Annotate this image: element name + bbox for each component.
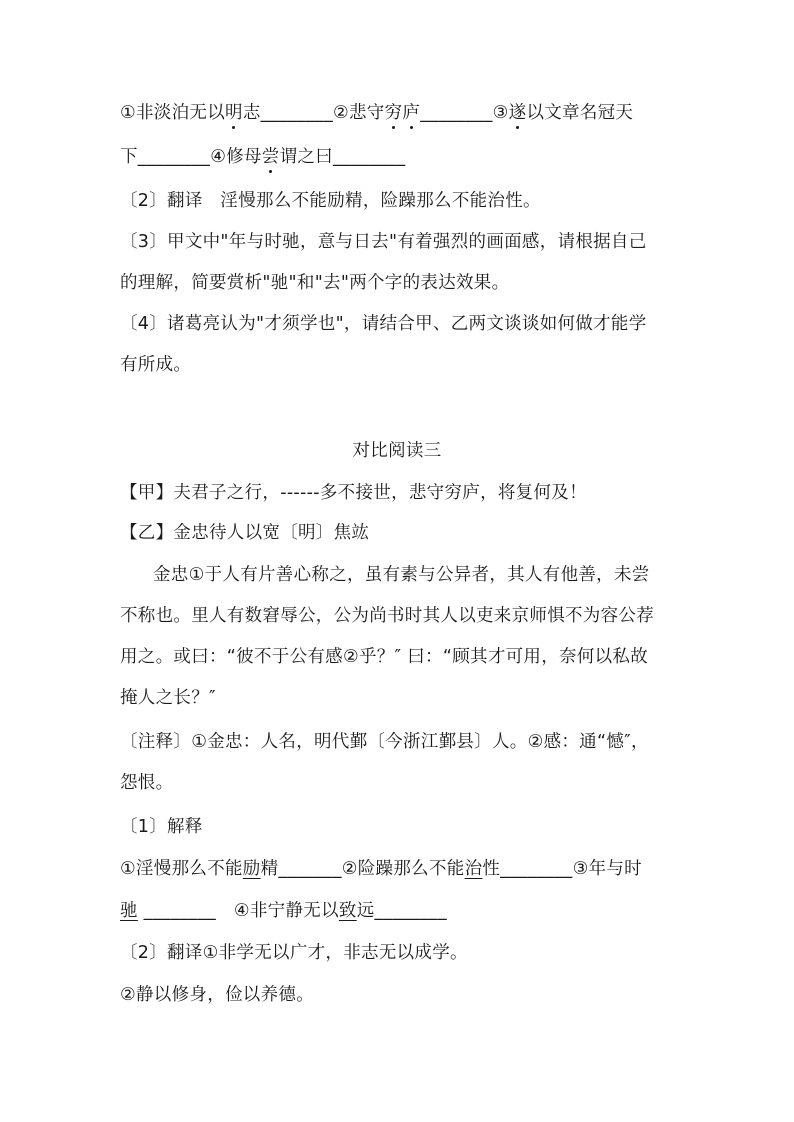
text-run: 下________④修母: [120, 147, 262, 167]
text-run: ①淫慢那么不能: [120, 859, 243, 879]
text-run: 以文章名冠天: [526, 103, 634, 123]
emphasis-char: 庐: [402, 103, 421, 123]
question-1-label: 〔1〕解释: [120, 817, 203, 837]
question-4-line-1: 〔4〕诸葛亮认为"才须学也"，请结合甲、乙两文谈谈如何做才能学: [120, 314, 647, 334]
underlined-char: 驰: [120, 901, 138, 921]
paragraph-line-3: 用之。或曰：“彼不于公有感②乎？″ 曰：“顾其才可用，奈何以私故: [120, 647, 649, 667]
section-title: 对比阅读三: [352, 441, 442, 461]
underlined-char: 治: [464, 859, 483, 879]
question-1-line-1: [120, 101, 633, 125]
question-4-line-2: 有所成。: [120, 355, 192, 375]
explain-line-2: [120, 899, 447, 923]
underlined-char: 致: [338, 901, 357, 921]
paragraph-line-2: 不称也。里人有数窘辱公，公为尚书时其人以吏来京师惧不为容公荐: [120, 606, 654, 626]
translate-line-1: 〔2〕翻译①非学无以广才，非志无以成学。: [120, 943, 468, 963]
emphasis-char: 穷: [384, 103, 403, 123]
text-run: 性________③年与时: [482, 859, 642, 879]
paragraph-line-4: 掩人之长？″: [120, 688, 216, 708]
question-3-line-1: 〔3〕甲文中"年与时驰，意与日去"有着强烈的画面感，请根据自己: [120, 232, 647, 252]
question-2: 〔2〕翻译 淫慢那么不能励精，险躁那么不能治性。: [120, 191, 541, 211]
underlined-char: 励: [242, 859, 261, 879]
text-run: ①非淡泊无以: [120, 103, 225, 123]
annotation-line-1: 〔注释〕①金忠：人名，明代鄞〔今浙江鄞县〕人。②感：通“憾″，: [120, 732, 649, 752]
text-run: 谓之曰________: [279, 147, 406, 167]
emphasis-char: 尝: [261, 147, 280, 167]
text-run: 远________: [356, 901, 447, 921]
text-run: ________ ④非宁静无以: [137, 901, 339, 921]
text-run: 志________②悲守: [242, 103, 385, 123]
text-jia: 【甲】夫君子之行，------多不接世，悲守穷庐，将复何及！: [120, 483, 587, 503]
paragraph-line-1: 金忠①于人有片善心称之，虽有素与公异者，其人有他善，未尝: [153, 565, 650, 585]
text-yi-title: 【乙】金忠待人以宽〔明〕焦竑: [120, 523, 370, 543]
annotation-line-2: 怨恨。: [120, 773, 174, 793]
emphasis-char: 遂: [508, 103, 527, 123]
question-1-line-2: [120, 145, 405, 169]
translate-line-2: ②静以修身，俭以养德。: [120, 985, 314, 1005]
text-run: ________③: [420, 103, 509, 123]
question-3-line-2: 的理解，简要赏析"驰"和"去"两个字的表达效果。: [120, 273, 510, 293]
emphasis-char: 明: [225, 103, 243, 123]
text-run: 精_______②险躁那么不能: [260, 859, 465, 879]
explain-line-1: [120, 857, 642, 881]
